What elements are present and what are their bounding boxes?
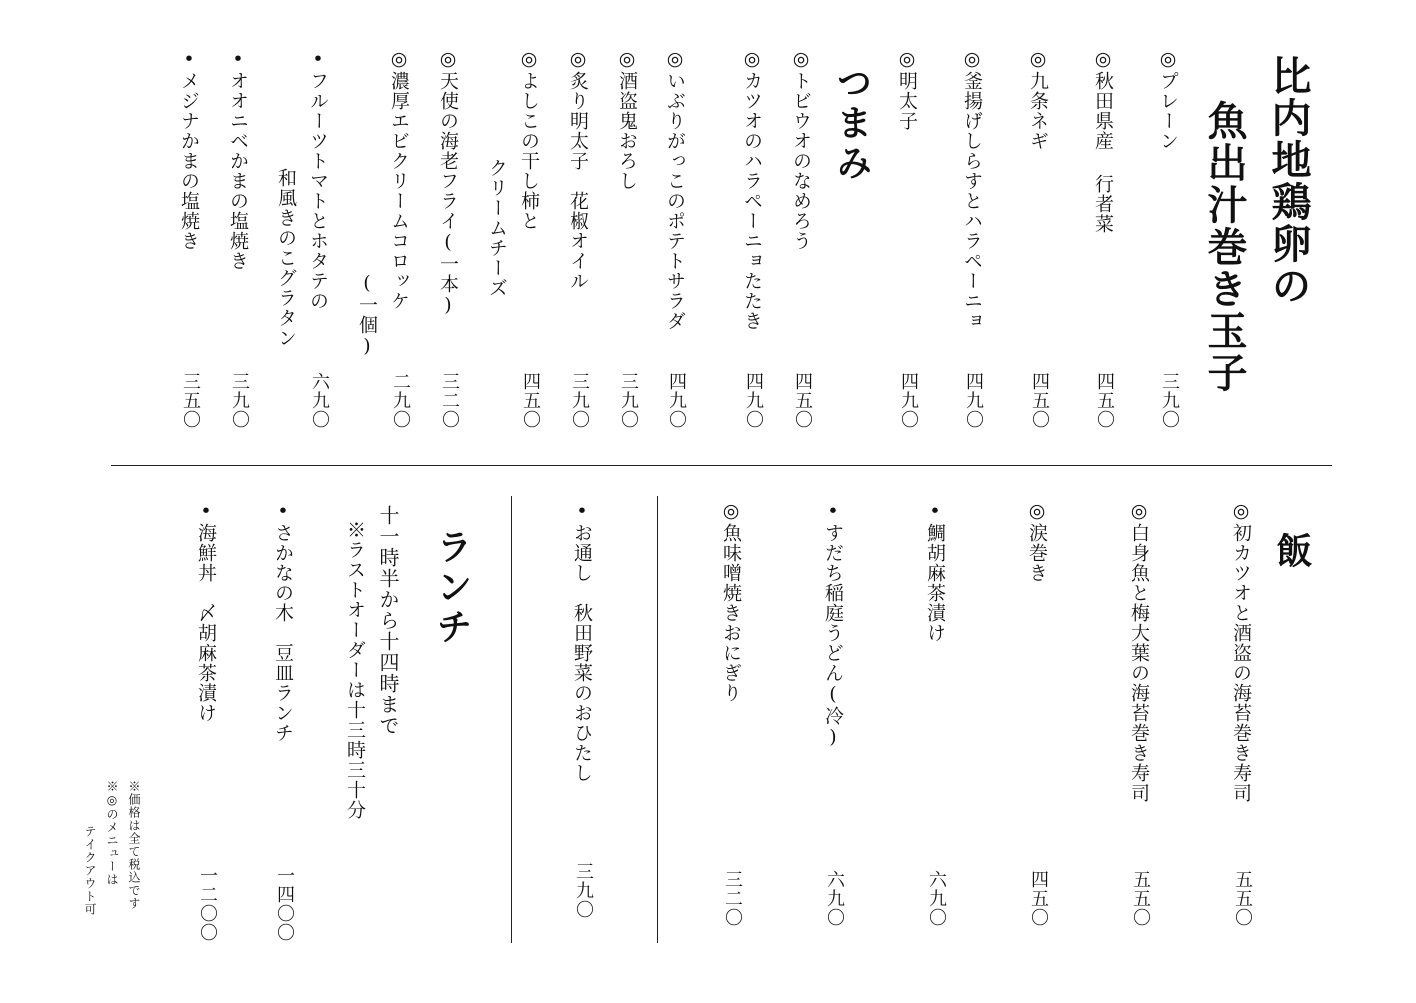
lunch-hours: 十一時半から十四時まで bbox=[376, 505, 400, 736]
menu-item-price: 四五〇 bbox=[1028, 870, 1049, 927]
menu-item-price: 三九〇 bbox=[618, 372, 639, 429]
menu-item-price: 三九〇 bbox=[1159, 372, 1180, 429]
menu-item-name: ◎天使の海老フライ(一本) bbox=[437, 48, 459, 317]
menu-item-name: ◎白身魚と梅大葉の海苔巻き寿司 bbox=[1128, 500, 1150, 803]
menu-item-price: 四九〇 bbox=[898, 372, 919, 429]
section-heading-lunch: ランチ bbox=[431, 528, 473, 648]
title-line-1: 比内地鶏卵の bbox=[1265, 55, 1312, 307]
menu-item-name: ◎酒盗鬼おろし bbox=[616, 48, 638, 191]
section-heading-tsumami: つまみ bbox=[831, 64, 873, 184]
menu-item-price: 四五〇 bbox=[1094, 372, 1115, 429]
menu-item-name: ◎涙巻き bbox=[1026, 500, 1048, 583]
menu-item-name: ◎トビウオのなめろう bbox=[790, 48, 812, 251]
menu-item-price: 六九〇 bbox=[824, 870, 845, 927]
menu-item-price: 三九〇 bbox=[229, 372, 250, 429]
menu-item-price: 二九〇 bbox=[390, 372, 411, 429]
menu-item-price: 三九〇 bbox=[573, 862, 594, 919]
menu-item-name: ◎プレーン bbox=[1157, 48, 1179, 151]
menu-item-price: 五五〇 bbox=[1130, 870, 1151, 927]
note-takeout: ※◎のメニューは bbox=[105, 780, 119, 886]
menu-item-name: ◎よしこの干し柿と bbox=[518, 48, 540, 231]
menu-item-name: ◎九条ネギ bbox=[1027, 48, 1049, 151]
menu-item-price: 四五〇 bbox=[792, 372, 813, 429]
column-divider bbox=[657, 496, 658, 943]
menu-item-name: •フルーツトマトとホタテの bbox=[307, 48, 329, 311]
menu-item-name: •オオニベかまの塩焼き bbox=[227, 48, 249, 271]
menu-item-name: ◎濃厚エビクリームコロッケ bbox=[388, 48, 410, 311]
menu-item-price: 五五〇 bbox=[1232, 870, 1253, 927]
menu-item-price: 一二〇〇 bbox=[197, 866, 218, 942]
menu-item-name: •お通し 秋田野菜のおひたし bbox=[571, 500, 593, 783]
menu-item-price: 六九〇 bbox=[309, 372, 330, 429]
menu-item-name-continued: 和風きのこグラタン bbox=[275, 168, 297, 348]
note-takeout-continued: テイクアウト可 bbox=[83, 825, 97, 916]
column-divider bbox=[511, 496, 512, 943]
title-line-2: 魚出汁巻き玉子 bbox=[1201, 100, 1248, 394]
menu-item-price: 一四〇〇 bbox=[274, 866, 295, 942]
menu-item-name: •海鮮丼 〆胡麻茶漬け bbox=[195, 500, 217, 723]
menu-item-price: 四九〇 bbox=[666, 372, 687, 429]
menu-item-name-continued: クリームチーズ bbox=[486, 158, 508, 298]
menu-item-name-continued: (一個) bbox=[356, 272, 378, 358]
menu-item-name: •鯛胡麻茶漬け bbox=[924, 500, 946, 643]
menu-item-name: •すだち稲庭うどん(冷) bbox=[822, 500, 844, 749]
menu-item-price: 三二〇 bbox=[439, 372, 460, 429]
section-divider bbox=[111, 465, 1332, 466]
menu-item-price: 三五〇 bbox=[180, 372, 201, 429]
note-tax-included: ※価格は全て税込です bbox=[127, 780, 141, 910]
menu-item-name: ◎秋田県産 行者菜 bbox=[1092, 48, 1114, 234]
lunch-last-order-note: ※ラストオーダーは十三時三十分 bbox=[344, 520, 366, 820]
menu-item-name: ◎いぶりがっこのポテトサラダ bbox=[664, 48, 686, 331]
menu-item-price: 三九〇 bbox=[569, 372, 590, 429]
menu-item-name: •メジナかまの塩焼き bbox=[178, 48, 200, 251]
menu-item-price: 四九〇 bbox=[743, 372, 764, 429]
menu-item-name: ◎カツオのハラペーニョたたき bbox=[741, 48, 763, 331]
menu-item-name: ◎初カツオと酒盗の海苔巻き寿司 bbox=[1230, 500, 1252, 803]
menu-item-name: ◎炙り明太子 花椒オイル bbox=[567, 48, 589, 291]
menu-item-name: ◎明太子 bbox=[896, 48, 918, 131]
menu-item-price: 六九〇 bbox=[926, 870, 947, 927]
menu-item-price: 四九〇 bbox=[963, 372, 984, 429]
menu-item-name: ◎釜揚げしらすとハラペーニョ bbox=[961, 48, 983, 331]
menu-item-price: 四五〇 bbox=[520, 372, 541, 429]
menu-item-price: 四五〇 bbox=[1029, 372, 1050, 429]
section-heading-meshi: 飯 bbox=[1271, 532, 1313, 572]
menu-item-price: 三二〇 bbox=[722, 870, 743, 927]
menu-item-name: ◎魚味噌焼きおにぎり bbox=[720, 500, 742, 703]
menu-item-name: •さかなの木 豆皿ランチ bbox=[272, 500, 294, 743]
